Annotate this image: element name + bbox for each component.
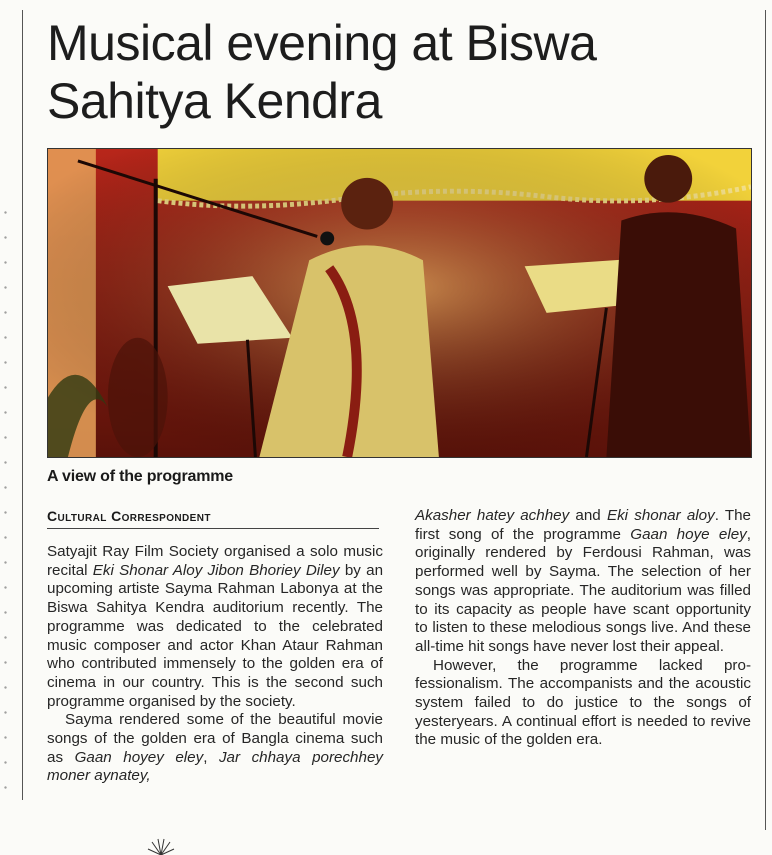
photo-accompanist-body — [606, 212, 751, 457]
article-byline: Cultural Correspondent — [47, 508, 379, 529]
article-headline: Musical evening at Biswa Sahitya Kendra — [47, 15, 597, 129]
photo-mic — [320, 231, 334, 245]
paragraph-text: . The first song of the programme — [415, 507, 752, 543]
paragraph-text: by an upcoming artiste Sayma Rahman Labonya at the Biswa Sahitya Kendra auditorium recently. The programme was dedicated to the celebrated music composer and actor Khan Ataur Rahman who contributed immensely to the golden era of cinema in our country. This is the second such programme organised by the society. — [47, 561, 384, 710]
photo-audience-figure — [108, 338, 168, 457]
song-title: Eki shonar aloy — [606, 507, 715, 524]
paragraph-text: and — [569, 507, 607, 524]
photo-caption: A view of the programme — [47, 468, 233, 485]
photo-singer-head — [341, 178, 393, 230]
left-column-rule — [22, 10, 23, 800]
song-title: Akasher hatey achhey — [415, 507, 570, 524]
article-paragraph — [415, 657, 751, 751]
photo-accompanist-head — [644, 155, 692, 203]
article-body-right-column — [415, 507, 751, 750]
song-title: Gaan hoyey eley — [74, 748, 204, 766]
paragraph-text: , originally rendered by Ferdousi Rahman, was performed well by Sayma. The selection of her songs was appropriate. The auditorium was filled to its capacity as people have scant opportunity to listen to these melodious songs live. And these all-time hit songs have never lost their appeal. — [415, 525, 751, 655]
article-paragraph — [415, 507, 751, 657]
paragraph-text: Sayma rendered some of the beautiful movie songs of the golden era of Bangla cinema such as — [47, 711, 383, 766]
paragraph-text: Satyajit Ray Film Society organised a solo music recital — [47, 543, 383, 579]
article-paragraph — [47, 543, 383, 711]
page-corner-mark — [146, 838, 176, 855]
article-photo — [47, 148, 752, 458]
song-title: Jar chhaya porechhey moner aynatey, — [47, 748, 383, 785]
paragraph-text: However, the programme lacked professionalism. The accompanists and the acoustic system failed to do justice to the songs of yesteryears. A continual effort is needed to revive the music of the golden era. — [415, 656, 751, 749]
song-title: Gaan hoye eley — [630, 525, 747, 543]
paragraph-text: , — [203, 748, 219, 766]
article-body-left-column — [47, 543, 383, 786]
page-edge-dots — [4, 200, 7, 800]
article-paragraph — [47, 711, 383, 786]
right-column-rule — [765, 10, 766, 830]
song-title: Eki Shonar Aloy Jibon Bhoriey Diley — [92, 561, 340, 579]
